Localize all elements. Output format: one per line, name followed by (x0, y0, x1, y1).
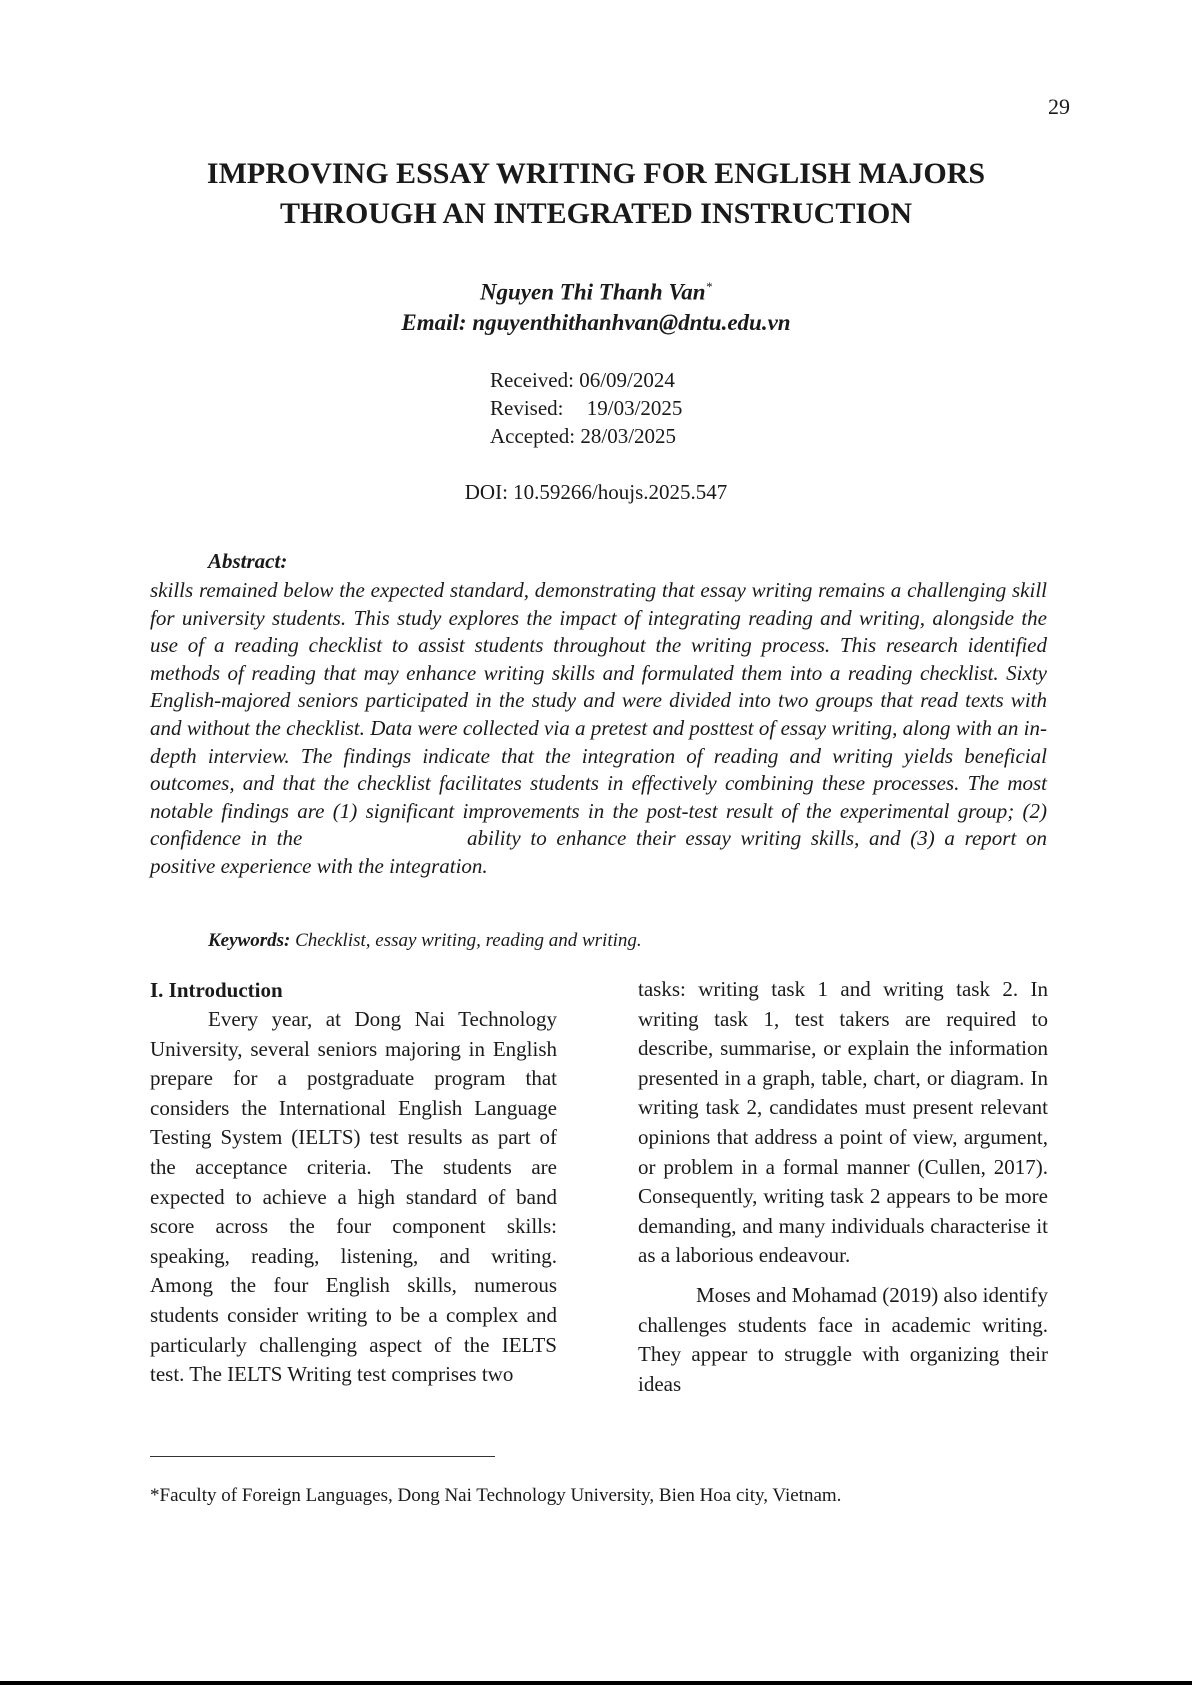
footnote-divider (150, 1456, 495, 1457)
author-footnote-marker: * (705, 279, 713, 294)
received-label: Received: (490, 368, 574, 392)
intro-paragraph-2: tasks: writing task 1 and writing task 2. In writing task 1, test takers are required to describe, summarise, or explain the information presented in a graph, table, chart, or diagram. In writing task 2, candidates must present relevant opinions that address a point of view, argument, or problem in a formal manner (Cullen, 2017). Consequently, writing task 2 appears to be more demanding, and many individuals characterise it as a laborious endeavour. (638, 977, 1048, 1268)
keywords-text: Checklist, essay writing, reading and writing. (295, 930, 642, 951)
revised-label: Revised: (490, 396, 564, 420)
intro-paragraph-1: Every year, at Dong Nai Technology University, several seniors majoring in English prepare for a postgraduate program that considers the International English Language Testing System (IELTS) test results as part of the acceptance criteria. The students are expected to achieve a high standard of band score across the four component skills: speaking, reading, listening, and writing. Among the four English skills, numerous students consider writing to be a complex and particularly challenging aspect of the IELTS test. The IELTS Writing test comprises two (150, 1007, 557, 1387)
author-name-line (130, 272, 1062, 308)
abstract-text: skills remained below the expected standard, demonstrating that essay writing remains a challenging skill for university students. This study explores the impact of integrating reading and writing, alongside the use of a reading checklist to assist students throughout the writing process. This research identified methods of reading that may enhance writing skills and formulated them into a reading checklist. Sixty English-majored seniors participated in the study and were divided into two groups that read texts with and without the checklist. Data were collected via a pretest and posttest of essay writing, along with an in-depth interview. The findings indicate that the integration of reading and writing yields beneficial outcomes, and that the checklist facilitates students in effectively combining these processes. The most notable findings are (1) significant improvements in the post-test result of the experimental group; (2) confidence in the ability to enhance their essay writing skills, and (3) a report on positive experience with the integration. (150, 578, 1116, 878)
intro-right-column (638, 975, 1048, 1399)
keywords-label: Keywords: (208, 930, 291, 951)
author-block (130, 272, 1062, 338)
author-email[interactable]: Email: nguyenthithanhvan@dntu.edu.vn (401, 309, 791, 335)
intro-paragraph-3: Moses and Mohamad (2019) also identify challenges students face in academic writing. They appear to struggle with organizing their ideas (638, 1282, 1048, 1396)
revised-date: 19/03/2025 (586, 396, 683, 420)
accepted-row (490, 422, 682, 450)
paper-title (130, 154, 1062, 234)
author-name: Nguyen Thi Thanh Van (479, 279, 706, 305)
abstract-label: Abstract: (208, 549, 288, 573)
accepted-label: Accepted: (490, 424, 576, 448)
received-row (490, 366, 682, 394)
received-date: 06/09/2024 (579, 368, 675, 392)
revised-row (490, 394, 682, 422)
intro-left-column (150, 975, 557, 1390)
accepted-date: 28/03/2025 (580, 424, 677, 448)
title-line-1: IMPROVING ESSAY WRITING FOR ENGLISH MAJORS (206, 157, 986, 190)
doi[interactable]: DOI: 10.59266/houjs.2025.547 (464, 480, 728, 504)
footnote: *Faculty of Foreign Languages, Dong Nai Technology University, Bien Hoa city, Vietnam. (150, 1485, 842, 1506)
page-number: 29 (1048, 94, 1070, 119)
page-bottom-edge (0, 1681, 1192, 1685)
submission-dates (490, 366, 682, 450)
keywords (208, 930, 642, 952)
section-heading-introduction: I. Introduction (150, 978, 283, 1002)
title-line-2: THROUGH AN INTEGRATED INSTRUCTION (279, 197, 913, 230)
